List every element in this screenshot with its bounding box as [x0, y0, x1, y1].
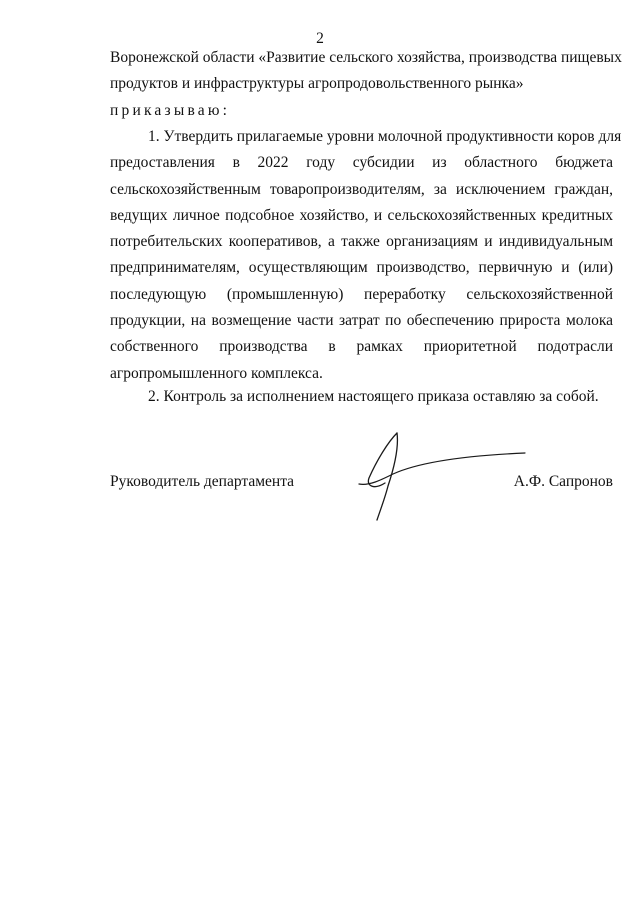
intro-line-2: продуктов и инфраструктуры агропродовольственного рынка» [110, 75, 524, 93]
handwritten-signature [355, 428, 535, 523]
signer-position: Руководитель департамента [110, 473, 295, 490]
item-1-line: предоставления в 2022 году субсидии из областного бюджета [110, 154, 613, 172]
intro-line-1: Воронежской области «Развитие сельского хозяйства, производства пищевых [110, 49, 622, 66]
item-1-line: последующую (промышленную) переработку сельскохозяйственной [110, 285, 613, 303]
item-1-paragraph [110, 124, 622, 387]
signer-name: А.Ф. Сапронов [513, 473, 613, 490]
item-1-line: 1. Утвердить прилагаемые уровни молочной продуктивности коров для [148, 128, 622, 145]
item-2-line: 2. Контроль за исполнением настоящего приказа оставляю за собой. [148, 388, 599, 405]
intro-paragraph [110, 45, 622, 124]
item-1-line: сельскохозяйственным товаропроизводителям, за исключением граждан, [110, 180, 613, 198]
decree-word: приказываю: [110, 101, 231, 119]
item-1-line: предпринимателям, осуществляющим производство, первичную и (или) [110, 259, 613, 277]
item-1-line: ведущих личное подсобное хозяйство, и сельскохозяйственных кредитных [110, 206, 613, 224]
item-1-line: потребительских кооперативов, а также организациям и индивидуальным [110, 233, 613, 251]
page-number: 2 [316, 30, 324, 47]
item-2-paragraph [110, 384, 613, 410]
item-1-line: продукции, на возмещение части затрат по обеспечению прироста молока [110, 312, 613, 330]
item-1-line: агропромышленного комплекса. [110, 364, 323, 382]
item-1-line: собственного производства в рамках приоритетной подотрасли [110, 338, 613, 356]
